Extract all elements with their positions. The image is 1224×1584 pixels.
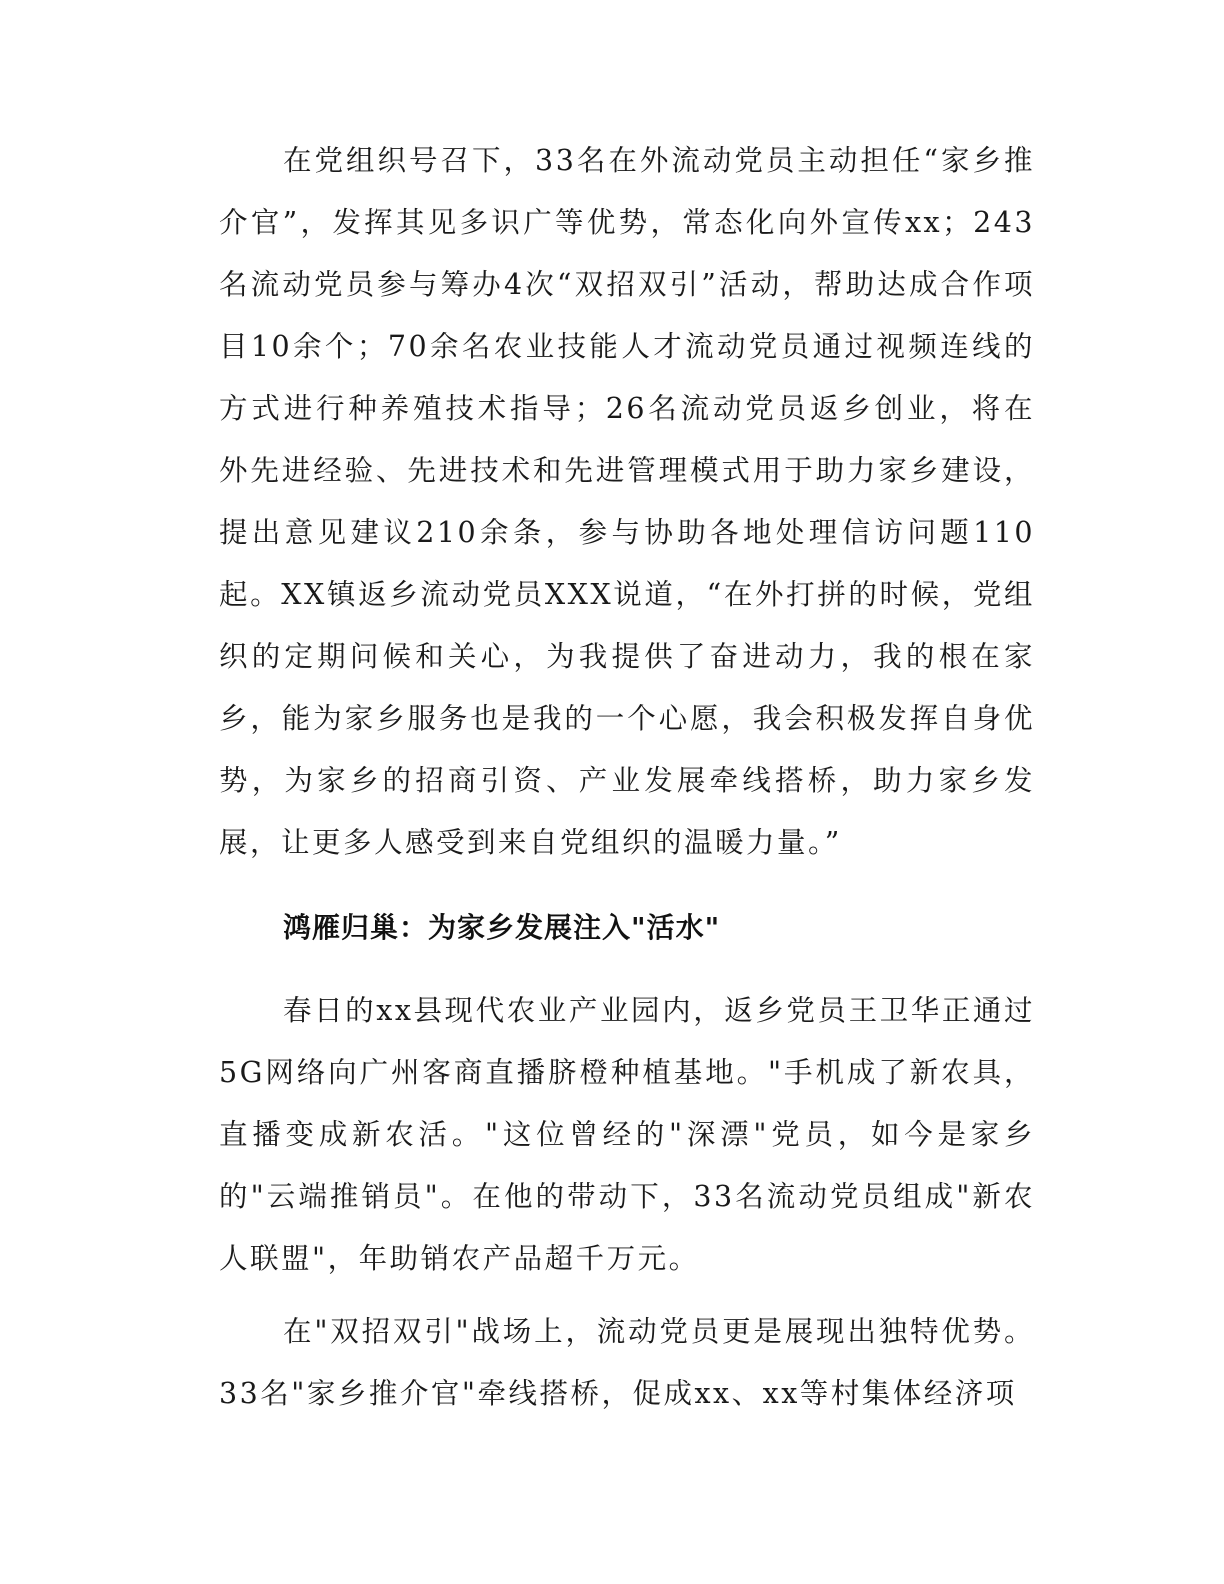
body-paragraph-2: 春日的xx县现代农业产业园内，返乡党员王卫华正通过5G网络向广州客商直播脐橙种植基地。"手机成了新农具，直播变成新农活。"这位曾经的"深漂"党员，如今是家乡的"云端推销员"。在他的带动下，33名流动党员组成"新农人联盟"，年助销农产品超千万元。 <box>219 994 1035 1275</box>
section-heading: 鸿雁归巢：为家乡发展注入"活水" <box>283 911 721 944</box>
body-paragraph-3: 在"双招双引"战场上，流动党员更是展现出独特优势。33名"家乡推介官"牵线搭桥，促成xx、xx等村集体经济项 <box>219 1315 1035 1410</box>
document-body <box>219 130 1035 1425</box>
body-paragraph-1: 在党组织号召下，33名在外流动党员主动担任“家乡推介官”，发挥其见多识广等优势，常态化向外宣传xx；243名流动党员参与筹办4次“双招双引”活动，帮助达成合作项目10余个；70余名农业技能人才流动党员通过视频连线的方式进行种养殖技术指导；26名流动党员返乡创业，将在外先进经验、先进技术和先进管理模式用于助力家乡建设，提出意见建议210余条，参与协助各地处理信访问题110起。XX镇返乡流动党员XXX说道，“在外打拼的时候，党组织的定期问候和关心，为我提供了奋进动力，我的根在家乡，能为家乡服务也是我的一个心愿，我会积极发挥自身优势，为家乡的招商引资、产业发展牵线搭桥，助力家乡发展，让更多人感受到来自党组织的温暖力量。” <box>219 144 1035 859</box>
